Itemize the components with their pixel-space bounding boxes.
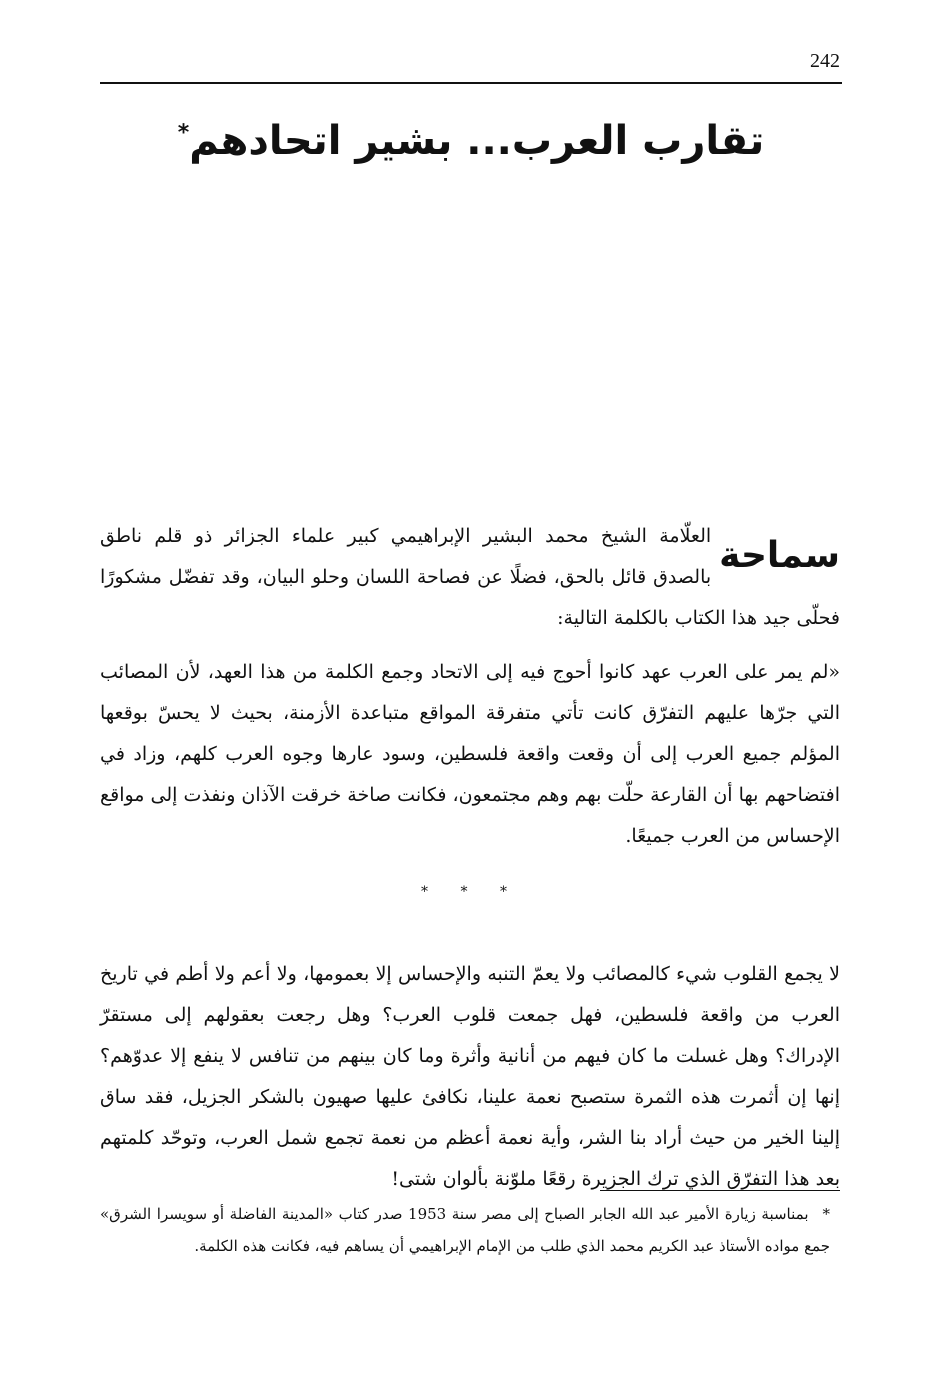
intro-paragraph [100, 516, 840, 639]
title-footnote-mark: * [177, 120, 190, 146]
chapter-title [100, 118, 842, 164]
intro-text: العلّامة الشيخ محمد البشير الإبراهيمي كبير علماء الجزائر ذو قلم ناطق بالصدق قائل بالحق، فضلًا عن فصاحة اللسان وحلو البيان، وقد تفضّل مشكورًا فحلّى جيد هذا الكتاب بالكلمة التالية: [100, 525, 840, 629]
header-divider [100, 82, 842, 84]
footnote-divider [600, 1190, 840, 1191]
page-number: 242 [810, 50, 840, 72]
section-separator: * * * [421, 884, 521, 900]
body-paragraph: لا يجمع القلوب شيء كالمصائب ولا يعمّ التنبه والإحساس إلا بعمومها، ولا أعم ولا أطم في تاريخ العرب من واقعة فلسطين، فهل جمعت قلوب العرب؟ وهل رجعت بعقولهم إلى مستقرّ الإدراك؟ وهل غسلت ما كان فيهم من أنانية وأثرة وما كان بينهم من تنافس لا ينفع إلا عدوّهم؟ إنها إن أثمرت هذه الثمرة ستصبح نعمة علينا، نكافئ عليها صهيون بالشكر الجزيل، فقد ساق إلينا الخير من حيث أراد بنا الشر، وأية نعمة أعظم من نعمة تجمع شمل العرب، وتوحّد كلمتهم بعد هذا التفرّق الذي ترك الجزيرة رقعًا ملوّنة بألوان شتى! [100, 963, 840, 1190]
footnote [100, 1198, 830, 1262]
dropcap-word: سماحة [719, 535, 840, 576]
footnote-text: بمناسبة زيارة الأمير عبد الله الجابر الصباح إلى مصر سنة 1953 صدر كتاب «المدينة الفاضلة أو سويسرا الشرق» جمع مواده الأستاذ عبد الكريم محمد الذي طلب من الإمام الإبراهيمي أن يساهم فيه، فكانت هذه الكلمة. [100, 1205, 830, 1255]
footnote-mark: * [822, 1205, 831, 1223]
chapter-title-text: تقارب العرب... بشير اتحادهم [189, 118, 765, 164]
quote-paragraph: «لم يمر على العرب عهد كانوا أحوج فيه إلى الاتحاد وجمع الكلمة من هذا العهد، لأن المصائب التي جرّها عليهم التفرّق كانت تأتي متفرقة المواقع متباعدة الأزمنة، بحيث لا يحسّ بوقعها المؤلم جميع العرب إلى أن وقعت واقعة فلسطين، وسود عارها وجوه العرب كلهم، وزاد في افتضاحهم بها أن القارعة حلّت بهم وهم مجتمعون، فكانت صاخة خرقت الآذان ونفذت إلى مواقع الإحساس من العرب جميعًا. [100, 661, 840, 847]
